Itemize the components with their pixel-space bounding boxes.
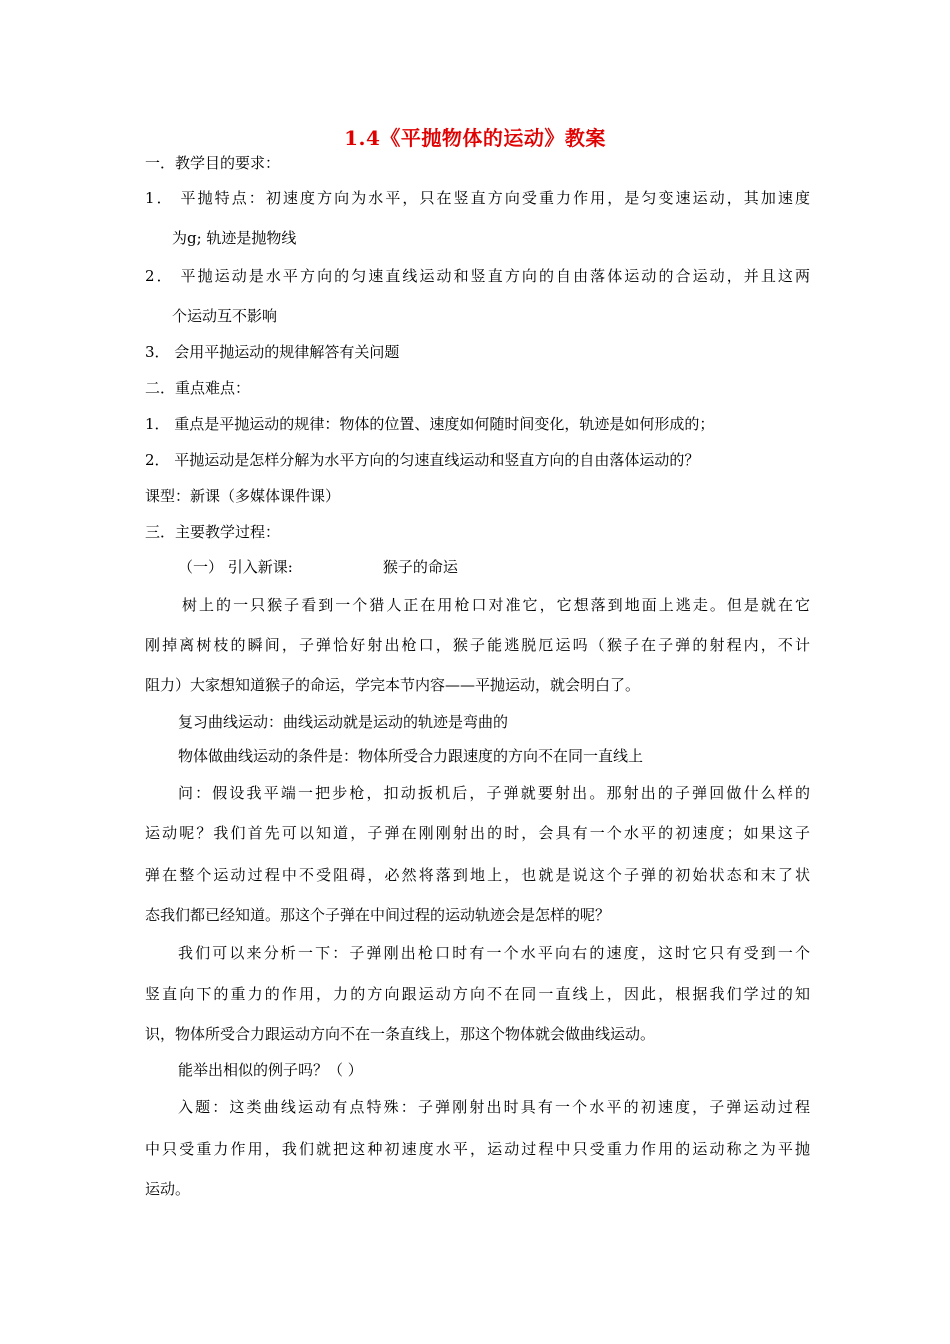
section-1-item-2-cont: 个运动互不影响 (172, 307, 278, 325)
analysis-line-2: 竖直向下的重力的作用，力的方向跟运动方向不在同一直线上，因此，根据我们学过的知 (145, 985, 810, 1003)
question-line-3: 弹在整个运动过程中不受阻碍，必然将落到地上，也就是说这个子弹的初始状态和末了状 (145, 866, 810, 884)
analysis-line-1: 我们可以来分析一下：子弹刚出枪口时有一个水平向右的速度，这时它只有受到一个 (178, 944, 810, 962)
section-1-item-1-cont: 为g; 轨迹是抛物线 (172, 229, 297, 247)
section-2-heading: 二．重点难点： (145, 379, 251, 397)
lesson-type: 课型：新课（多媒体课件课） (145, 487, 341, 505)
intro-label: （一） 引入新课: (178, 558, 293, 576)
story-line-1: 树上的一只猴子看到一个猎人正在用枪口对准它，它想落到地面上逃走。但是就在它 (182, 596, 810, 614)
story-line-3: 阻力）大家想知道猴子的命运，学完本节内容——平抛运动，就会明白了。 (145, 676, 641, 694)
review-line-1: 复习曲线运动：曲线运动就是运动的轨迹是弯曲的 (178, 713, 509, 731)
section-1-item-2: 2． 平抛运动是水平方向的匀速直线运动和竖直方向的自由落体运动的合运动，并且这两 (145, 267, 810, 285)
intro-line (178, 557, 458, 577)
section-3-heading: 三．主要教学过程： (145, 523, 281, 541)
question-line-2: 运动呢？我们首先可以知道，子弹在刚刚射出的时，会具有一个水平的初速度；如果这子 (145, 824, 810, 842)
topic-line-3: 运动。 (145, 1180, 191, 1198)
topic-line-1: 入题：这类曲线运动有点特殊：子弹刚射出时具有一个水平的初速度，子弹运动过程 (178, 1098, 810, 1116)
analysis-line-3: 识，物体所受合力跟运动方向不在一条直线上，那这个物体就会做曲线运动。 (145, 1025, 656, 1043)
story-line-2: 刚掉离树枝的瞬间，子弹恰好射出枪口，猴子能逃脱厄运吗（猴子在子弹的射程内，不计 (145, 636, 810, 654)
section-1-item-1: 1． 平抛特点：初速度方向为水平，只在竖直方向受重力作用，是匀变速运动，其加速度 (145, 189, 810, 207)
intro-topic: 猴子的命运 (382, 558, 458, 576)
example-question: 能举出相似的例子吗？（ ） (178, 1061, 363, 1079)
section-1-item-3: 3． 会用平抛运动的规律解答有关问题 (145, 343, 400, 361)
section-1-heading: 一．教学目的要求： (145, 154, 281, 172)
question-line-4: 态我们都已经知道。那这个子弹在中间过程的运动轨迹会是怎样的呢？ (145, 906, 611, 924)
question-line-1: 问：假设我平端一把步枪，扣动扳机后，子弹就要射出。那射出的子弹回做什么样的 (178, 784, 810, 802)
review-line-2: 物体做曲线运动的条件是：物体所受合力跟速度的方向不在同一直线上 (178, 747, 644, 765)
section-2-item-2: 2． 平抛运动是怎样分解为水平方向的匀速直线运动和竖直方向的自由落体运动的？ (145, 451, 700, 469)
topic-line-2: 中只受重力作用，我们就把这种初速度水平，运动过程中只受重力作用的运动称之为平抛 (145, 1140, 810, 1158)
section-2-item-1: 1． 重点是平抛运动的规律：物体的位置、速度如何随时间变化，轨迹是如何形成的； (145, 415, 715, 433)
page-title: 1.4《平抛物体的运动》教案 (344, 126, 606, 150)
